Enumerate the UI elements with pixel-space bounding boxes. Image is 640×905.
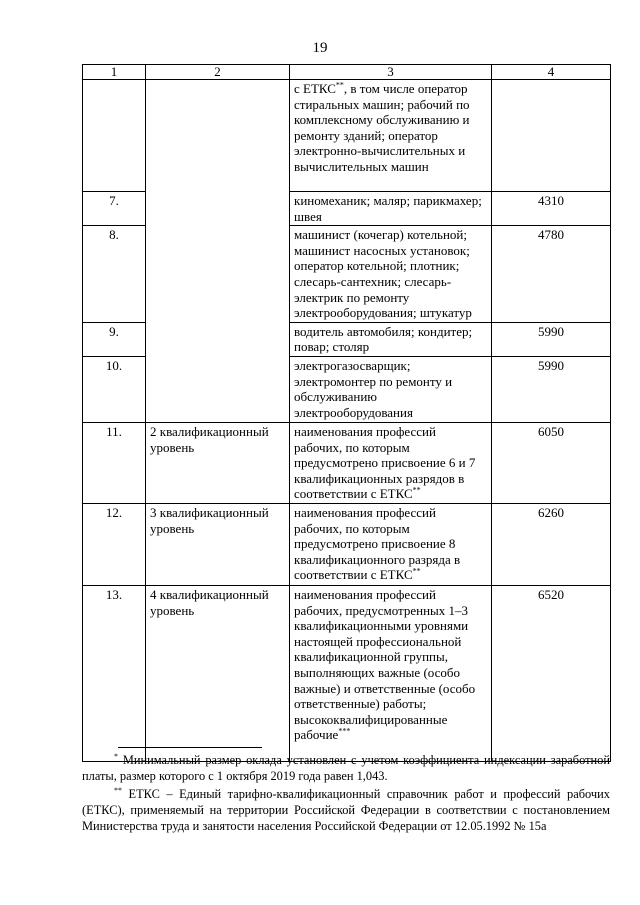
profession-list: с ЕТКС**, в том числе оператор стиральных машин; рабочий по комплексному обслуживанию и ремонту зданий; оператор электронно-вычислительных и вычислительных машин (290, 80, 492, 192)
row-number: 11. (83, 422, 146, 503)
profession-list: водитель автомобиля; кондитер; повар; столяр (290, 322, 492, 356)
qualification-level: 3 квалификационный уровень (146, 503, 290, 585)
table-row (83, 422, 611, 503)
page-number: 19 (312, 40, 328, 56)
row-number: 8. (83, 226, 146, 323)
salary-table (82, 64, 611, 762)
table-row (83, 80, 611, 192)
footnotes (82, 752, 610, 834)
profession-list: наименования профессий рабочих, предусмотренных 1–3 квалификационными уровнями настоящей профессиональной квалификационной группы, выполняющих важные (особо важные) и ответственные (особо ответственные) работы; высококвалифицированные рабочие*** (290, 585, 492, 761)
row-number: 13. (83, 585, 146, 761)
profession-list: наименования профессий рабочих, по которым предусмотрено присвоение 8 квалификационного разряда в соответствии с ЕТКС** (290, 503, 492, 585)
salary-amount (492, 80, 611, 192)
table-header-row (83, 65, 611, 80)
header-cell: 4 (492, 65, 611, 80)
qualification-level: 2 квалификационный уровень (146, 422, 290, 503)
footnote-2: ** ЕТКС – Единый тарифно-квалификационный справочник работ и профессий рабочих (ЕТКС), применяемый на территории Российской Федерации в соответствии с постановлением Министерства труда и занятости населения Российской Федерации от 12.05.1992 № 15а (82, 785, 610, 833)
header-cell: 1 (83, 65, 146, 80)
row-number: 7. (83, 192, 146, 226)
salary-amount: 5990 (492, 356, 611, 422)
salary-amount: 6260 (492, 503, 611, 585)
footnote-1: * Минимальный размер оклада установлен с учетом коэффициента индексации заработной платы, размер которого с 1 октября 2019 года равен 1,043. (82, 751, 610, 783)
row-number (83, 80, 146, 192)
qualification-level (146, 80, 290, 423)
row-number: 12. (83, 503, 146, 585)
header-cell: 2 (146, 65, 290, 80)
salary-amount: 6520 (492, 585, 611, 761)
salary-amount: 5990 (492, 322, 611, 356)
row-number: 10. (83, 356, 146, 422)
profession-list: киномеханик; маляр; парикмахер; швея (290, 192, 492, 226)
table-row (83, 503, 611, 585)
salary-amount: 6050 (492, 422, 611, 503)
header-cell: 3 (290, 65, 492, 80)
row-number: 9. (83, 322, 146, 356)
salary-amount: 4310 (492, 192, 611, 226)
profession-list: машинист (кочегар) котельной; машинист насосных установок; оператор котельной; плотник; слесарь-сантехник; слесарь-электрик по ремонту электрооборудования; штукатур (290, 226, 492, 323)
salary-amount: 4780 (492, 226, 611, 323)
footnote-separator (118, 747, 262, 748)
qualification-level: 4 квалификационный уровень (146, 585, 290, 761)
table-row (83, 585, 611, 761)
profession-list: наименования профессий рабочих, по которым предусмотрено присвоение 6 и 7 квалификационных разрядов в соответствии с ЕТКС** (290, 422, 492, 503)
profession-list: электрогазосварщик; электромонтер по ремонту и обслуживанию электрооборудования (290, 356, 492, 422)
